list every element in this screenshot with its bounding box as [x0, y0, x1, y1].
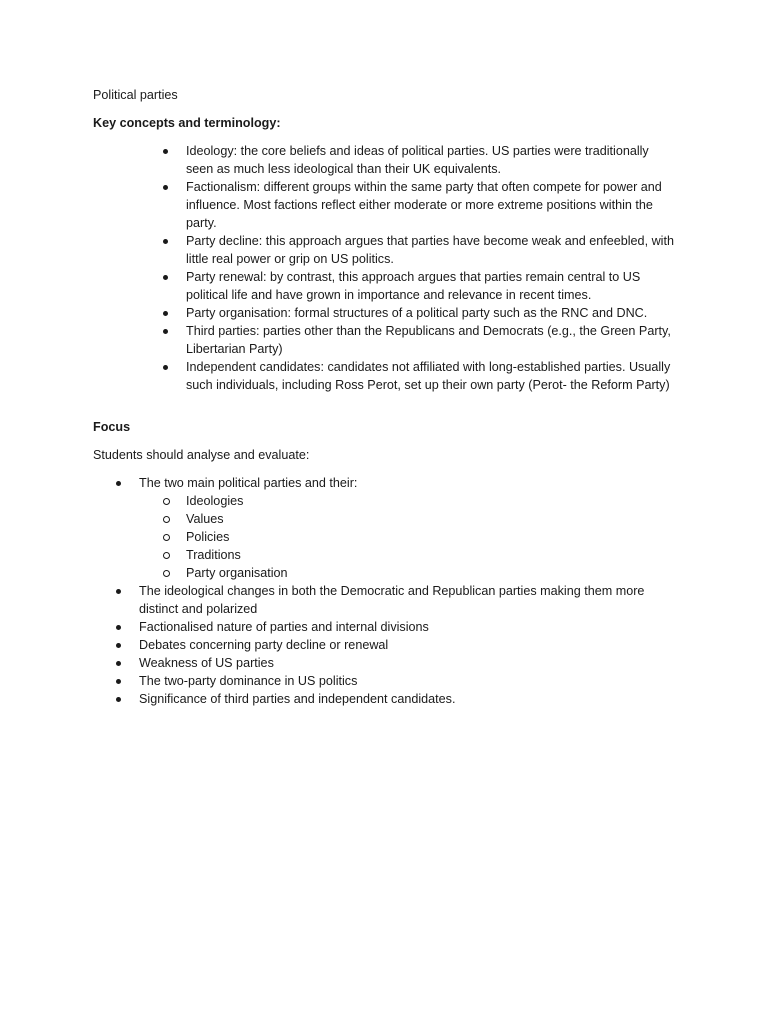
focus-main-parties: The two main political parties and their: — [139, 476, 358, 490]
bullet-icon — [163, 365, 168, 370]
sub-list-item — [186, 546, 679, 564]
focus-list — [139, 474, 679, 708]
sub-item-ideologies: Ideologies — [186, 494, 244, 508]
bullet-icon — [116, 625, 121, 630]
bullet-icon — [116, 589, 121, 594]
bullet-icon — [163, 275, 168, 280]
sub-list-item — [186, 510, 679, 528]
circle-bullet-icon — [163, 534, 170, 541]
bullet-icon — [163, 311, 168, 316]
concept-independent-candidates: Independent candidates: candidates not affiliated with long-established parties. Usually such individuals, including Ross Perot, set up their own party (Perot- the Reform Party) — [186, 360, 671, 392]
circle-bullet-icon — [163, 516, 170, 523]
concept-ideology: Ideology: the core beliefs and ideas of political parties. US parties were traditionally seen as much less ideological than their UK equivalents. — [186, 144, 649, 176]
list-item — [139, 654, 679, 672]
focus-third-parties: Significance of third parties and independent candidates. — [139, 692, 456, 706]
list-item — [139, 582, 679, 618]
bullet-icon — [163, 185, 168, 190]
focus-intro: Students should analyse and evaluate: — [93, 448, 310, 462]
list-item — [139, 672, 679, 690]
page-title: Political parties — [93, 88, 178, 102]
list-item — [186, 304, 676, 322]
concept-factionalism: Factionalism: different groups within the same party that often compete for power and influence. Most factions reflect either moderate or more extreme positions within the party. — [186, 180, 662, 230]
sub-item-values: Values — [186, 512, 224, 526]
key-concepts-list — [186, 142, 676, 394]
circle-bullet-icon — [163, 570, 170, 577]
bullet-icon — [116, 481, 121, 486]
list-item — [186, 358, 676, 394]
list-item — [186, 178, 676, 232]
focus-factionalised: Factionalised nature of parties and internal divisions — [139, 620, 429, 634]
list-item — [186, 142, 676, 178]
sub-item-party-organisation: Party organisation — [186, 566, 288, 580]
sub-list — [186, 492, 679, 582]
focus-weakness: Weakness of US parties — [139, 656, 274, 670]
list-item — [139, 474, 679, 582]
list-item — [186, 322, 676, 358]
bullet-icon — [116, 643, 121, 648]
focus-two-party: The two-party dominance in US politics — [139, 674, 358, 688]
bullet-icon — [163, 239, 168, 244]
bullet-icon — [116, 679, 121, 684]
focus-ideological-changes: The ideological changes in both the Democratic and Republican parties making them more distinct and polarized — [139, 584, 645, 616]
key-concepts-heading: Key concepts and terminology: — [93, 116, 281, 130]
list-item — [139, 618, 679, 636]
sub-item-traditions: Traditions — [186, 548, 241, 562]
circle-bullet-icon — [163, 498, 170, 505]
bullet-icon — [163, 329, 168, 334]
list-item — [186, 268, 676, 304]
bullet-icon — [116, 661, 121, 666]
list-item — [139, 690, 679, 708]
bullet-icon — [116, 697, 121, 702]
list-item — [139, 636, 679, 654]
sub-list-item — [186, 564, 679, 582]
list-item — [186, 232, 676, 268]
focus-heading: Focus — [93, 420, 131, 434]
focus-debates: Debates concerning party decline or renewal — [139, 638, 389, 652]
concept-party-decline: Party decline: this approach argues that parties have become weak and enfeebled, with little real power or grip on US politics. — [186, 234, 674, 266]
concept-third-parties: Third parties: parties other than the Republicans and Democrats (e.g., the Green Party, Libertarian Party) — [186, 324, 671, 356]
sub-list-item — [186, 528, 679, 546]
circle-bullet-icon — [163, 552, 170, 559]
bullet-icon — [163, 149, 168, 154]
concept-party-organisation: Party organisation: formal structures of a political party such as the RNC and DNC. — [186, 306, 648, 320]
sub-list-item — [186, 492, 679, 510]
sub-item-policies: Policies — [186, 530, 230, 544]
concept-party-renewal: Party renewal: by contrast, this approach argues that parties remain central to US political life and have grown in importance and relevance in recent times. — [186, 270, 641, 302]
